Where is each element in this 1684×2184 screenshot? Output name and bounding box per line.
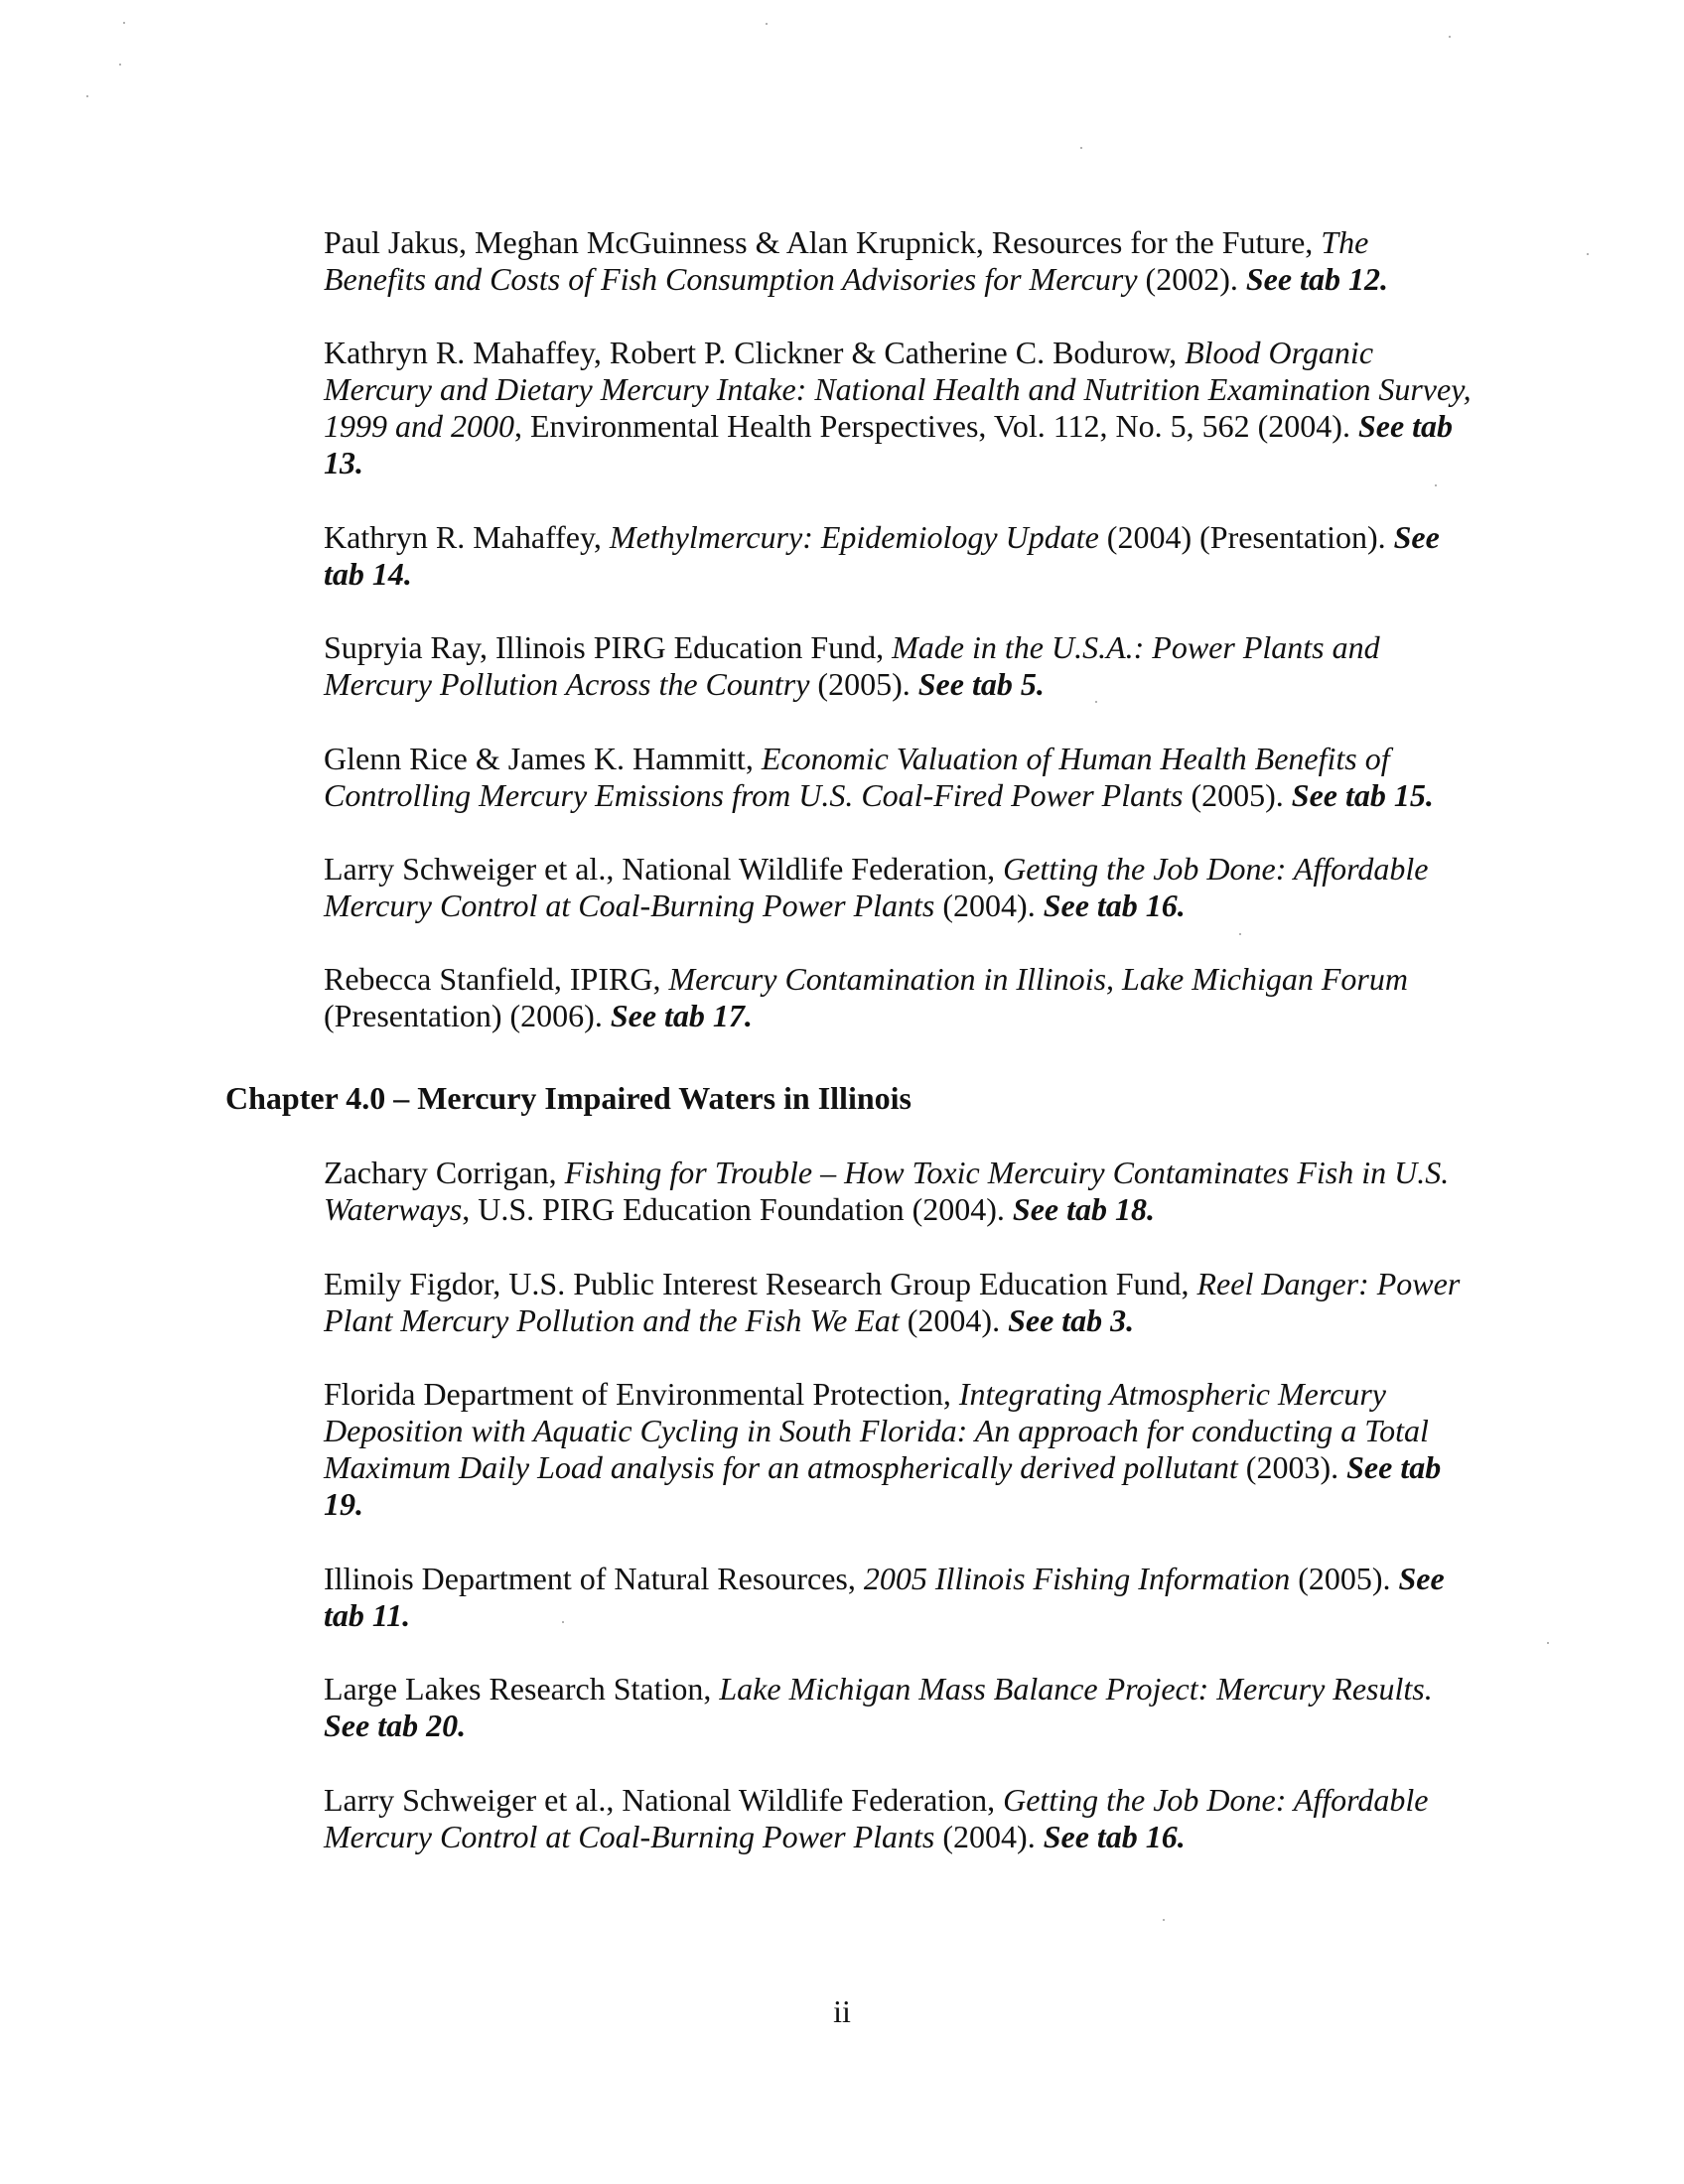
citation-title: Blood Organic Mercury and Dietary Mercury Intake: National Health and Nutrition Examination Survey, 1999 and 2000 bbox=[324, 335, 1472, 444]
citation-entry bbox=[324, 1561, 1475, 1634]
tab-reference: See tab 13. bbox=[324, 408, 1454, 480]
citation-details: (2002). bbox=[1137, 261, 1246, 297]
scan-speck bbox=[1239, 933, 1241, 935]
citation-entry bbox=[324, 629, 1475, 703]
tab-reference: See tab 5. bbox=[917, 666, 1045, 702]
scan-speck bbox=[766, 23, 768, 25]
scan-speck bbox=[562, 1621, 564, 1623]
citation-entry bbox=[324, 741, 1475, 814]
scan-speck bbox=[1080, 147, 1082, 149]
tab-reference: See tab 16. bbox=[1043, 887, 1186, 923]
citation-title: Reel Danger: Power Plant Mercury Pollution and the Fish We Eat bbox=[324, 1266, 1461, 1338]
scan-speck bbox=[1435, 484, 1437, 486]
citation-details: (2004) (Presentation). bbox=[1098, 519, 1394, 555]
scan-speck bbox=[123, 22, 125, 24]
citation-details: (Presentation) (2006). bbox=[324, 998, 611, 1033]
scan-speck bbox=[119, 64, 121, 66]
citation-title: Lake Michigan Mass Balance Project: Mercury Results. bbox=[719, 1671, 1433, 1706]
tab-reference: See tab 12. bbox=[1245, 261, 1388, 297]
chapter-heading: Chapter 4.0 – Mercury Impaired Waters in Illinois bbox=[225, 1080, 912, 1116]
citation-title: Getting the Job Done: Affordable Mercury Control at Coal-Burning Power Plants bbox=[324, 1782, 1429, 1854]
tab-reference: See tab 18. bbox=[1012, 1191, 1155, 1227]
citation-entry bbox=[324, 1671, 1475, 1744]
citation-author: Rebecca Stanfield, IPIRG, bbox=[324, 961, 669, 997]
citation-author: Illinois Department of Natural Resources, bbox=[324, 1561, 864, 1596]
citation-entry bbox=[324, 851, 1475, 924]
tab-reference: See tab 11. bbox=[324, 1561, 1445, 1633]
citation-details: (2005). bbox=[1183, 777, 1292, 813]
scan-speck bbox=[1163, 1919, 1165, 1921]
tab-reference: See tab 17. bbox=[610, 998, 753, 1033]
citation-title: Economic Valuation of Human Health Benefits of Controlling Mercury Emissions from U.S. Coal-Fired Power Plants bbox=[324, 741, 1390, 813]
citation-entry bbox=[324, 224, 1475, 298]
citation-title: Mercury Contamination in Illinois, Lake Michigan Forum bbox=[668, 961, 1408, 997]
scan-speck bbox=[1587, 253, 1589, 255]
tab-reference: See tab 20. bbox=[324, 1707, 467, 1743]
citation-title: Fishing for Trouble – How Toxic Mercuiry Contaminates Fish in U.S. Waterways bbox=[324, 1155, 1450, 1227]
citation-title: 2005 Illinois Fishing Information bbox=[863, 1561, 1291, 1596]
citation-details: (2005). bbox=[1290, 1561, 1399, 1596]
citation-entry bbox=[324, 1266, 1475, 1339]
citation-entry bbox=[324, 335, 1475, 481]
tab-reference: See tab 14. bbox=[324, 519, 1440, 592]
tab-reference: See tab 19. bbox=[324, 1449, 1442, 1522]
citation-author: Kathryn R. Mahaffey, Robert P. Clickner & Catherine C. Bodurow, bbox=[324, 335, 1186, 370]
citation-author: Supryia Ray, Illinois PIRG Education Fund, bbox=[324, 629, 893, 665]
tab-reference: See tab 3. bbox=[1008, 1302, 1135, 1338]
citation-details: , U.S. PIRG Education Foundation (2004). bbox=[462, 1191, 1013, 1227]
citation-title: Methylmercury: Epidemiology Update bbox=[609, 519, 1099, 555]
scan-speck bbox=[86, 95, 88, 97]
scan-speck bbox=[1095, 701, 1097, 703]
citation-title: Made in the U.S.A.: Power Plants and Mercury Pollution Across the Country bbox=[324, 629, 1380, 702]
citation-entry bbox=[324, 1155, 1475, 1228]
citation-author: Larry Schweiger et al., National Wildlife Federation, bbox=[324, 851, 1004, 887]
citation-author: Florida Department of Environmental Protection, bbox=[324, 1376, 959, 1412]
citation-details: (2004). bbox=[899, 1302, 1009, 1338]
page-number: ii bbox=[833, 1993, 851, 2029]
scan-speck bbox=[1547, 1642, 1549, 1644]
tab-reference: See tab 16. bbox=[1043, 1819, 1186, 1854]
citation-details: (2005). bbox=[809, 666, 918, 702]
scan-speck bbox=[1449, 36, 1451, 38]
citation-details: (2004). bbox=[934, 1819, 1044, 1854]
citation-details: (2003). bbox=[1237, 1449, 1347, 1485]
citation-entry bbox=[324, 1376, 1475, 1523]
citation-details: , Environmental Health Perspectives, Vol. 112, No. 5, 562 (2004). bbox=[514, 408, 1358, 444]
citation-author: Glenn Rice & James K. Hammitt, bbox=[324, 741, 762, 776]
citation-author: Larry Schweiger et al., National Wildlife Federation, bbox=[324, 1782, 1004, 1818]
citation-details: (2004). bbox=[934, 887, 1044, 923]
citation-author: Emily Figdor, U.S. Public Interest Research Group Education Fund, bbox=[324, 1266, 1197, 1301]
citation-title: Integrating Atmospheric Mercury Deposition with Aquatic Cycling in South Florida: An approach for conducting a Total Maximum Daily Load analysis for an atmospherically derived pollutant bbox=[324, 1376, 1429, 1485]
citation-author: Large Lakes Research Station, bbox=[324, 1671, 720, 1706]
citation-entry bbox=[324, 519, 1475, 593]
citation-entry bbox=[324, 961, 1475, 1034]
citation-title: The Benefits and Costs of Fish Consumption Advisories for Mercury bbox=[324, 224, 1369, 297]
tab-reference: See tab 15. bbox=[1291, 777, 1434, 813]
citation-author: Paul Jakus, Meghan McGuinness & Alan Krupnick, Resources for the Future, bbox=[324, 224, 1322, 260]
citation-title: Getting the Job Done: Affordable Mercury Control at Coal-Burning Power Plants bbox=[324, 851, 1429, 923]
citation-author: Zachary Corrigan, bbox=[324, 1155, 565, 1190]
citation-entry bbox=[324, 1782, 1475, 1855]
citation-author: Kathryn R. Mahaffey, bbox=[324, 519, 610, 555]
